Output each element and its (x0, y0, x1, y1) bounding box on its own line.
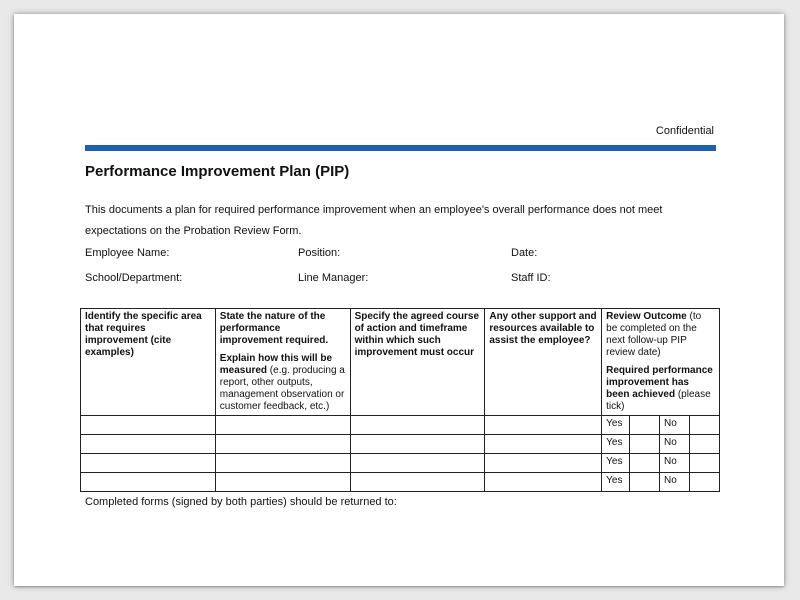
yes-tick-box[interactable] (630, 435, 660, 454)
support-cell[interactable] (485, 473, 602, 492)
col-nature-header: State the nature of the performance improvement required. Explain how this will be measured (e.g. producing a report, other outputs, management observation or customer feedback, etc.) (215, 309, 350, 416)
no-tick-box[interactable] (690, 435, 720, 454)
confidential-label: Confidential (655, 125, 714, 137)
table-row (81, 473, 720, 492)
yes-tick-box[interactable] (630, 454, 660, 473)
area-cell[interactable] (81, 454, 216, 473)
no-tick-box[interactable] (690, 473, 720, 492)
action-cell[interactable] (350, 473, 485, 492)
no-label: No (660, 435, 690, 454)
support-cell[interactable] (485, 454, 602, 473)
document-page (14, 14, 784, 586)
pip-table (80, 308, 720, 492)
yes-label: Yes (602, 435, 630, 454)
yes-label: Yes (602, 416, 630, 435)
nature-cell[interactable] (215, 435, 350, 454)
col-outcome-header: Review Outcome (to be completed on the next follow-up PIP review date) Required performance improvement has been achieved (please tick) (602, 309, 720, 416)
support-cell[interactable] (485, 435, 602, 454)
col-action-header: Specify the agreed course of action and timeframe within which such improvement must occur (350, 309, 485, 416)
employee-name-label: Employee Name: (85, 247, 170, 259)
col-support-header: Any other support and resources available to assist the employee? (485, 309, 602, 416)
school-department-label: School/Department: (85, 272, 183, 284)
nature-cell[interactable] (215, 416, 350, 435)
yes-label: Yes (602, 454, 630, 473)
action-cell[interactable] (350, 454, 485, 473)
nature-cell[interactable] (215, 454, 350, 473)
position-label: Position: (298, 247, 341, 259)
nature-cell[interactable] (215, 473, 350, 492)
yes-label: Yes (602, 473, 630, 492)
no-label: No (660, 416, 690, 435)
area-cell[interactable] (81, 473, 216, 492)
col-area-header: Identify the specific area that requires improvement (cite examples) (81, 309, 216, 416)
date-label: Date: (511, 247, 538, 259)
staff-id-label: Staff ID: (511, 272, 551, 284)
table-header-row (81, 309, 720, 416)
table-row (81, 435, 720, 454)
page-title: Performance Improvement Plan (PIP) (85, 163, 350, 180)
table-row (81, 416, 720, 435)
table-row (81, 454, 720, 473)
no-label: No (660, 454, 690, 473)
area-cell[interactable] (81, 416, 216, 435)
no-label: No (660, 473, 690, 492)
line-manager-label: Line Manager: (298, 272, 369, 284)
no-tick-box[interactable] (690, 454, 720, 473)
yes-tick-box[interactable] (630, 416, 660, 435)
header-rule (85, 145, 716, 151)
return-note: Completed forms (signed by both parties) should be returned to: (85, 496, 397, 508)
action-cell[interactable] (350, 416, 485, 435)
intro-text: This documents a plan for required performance improvement when an employee's overall performance does not meet expectations on the Probation Review Form. (85, 204, 663, 237)
yes-tick-box[interactable] (630, 473, 660, 492)
area-cell[interactable] (81, 435, 216, 454)
support-cell[interactable] (485, 416, 602, 435)
no-tick-box[interactable] (690, 416, 720, 435)
action-cell[interactable] (350, 435, 485, 454)
